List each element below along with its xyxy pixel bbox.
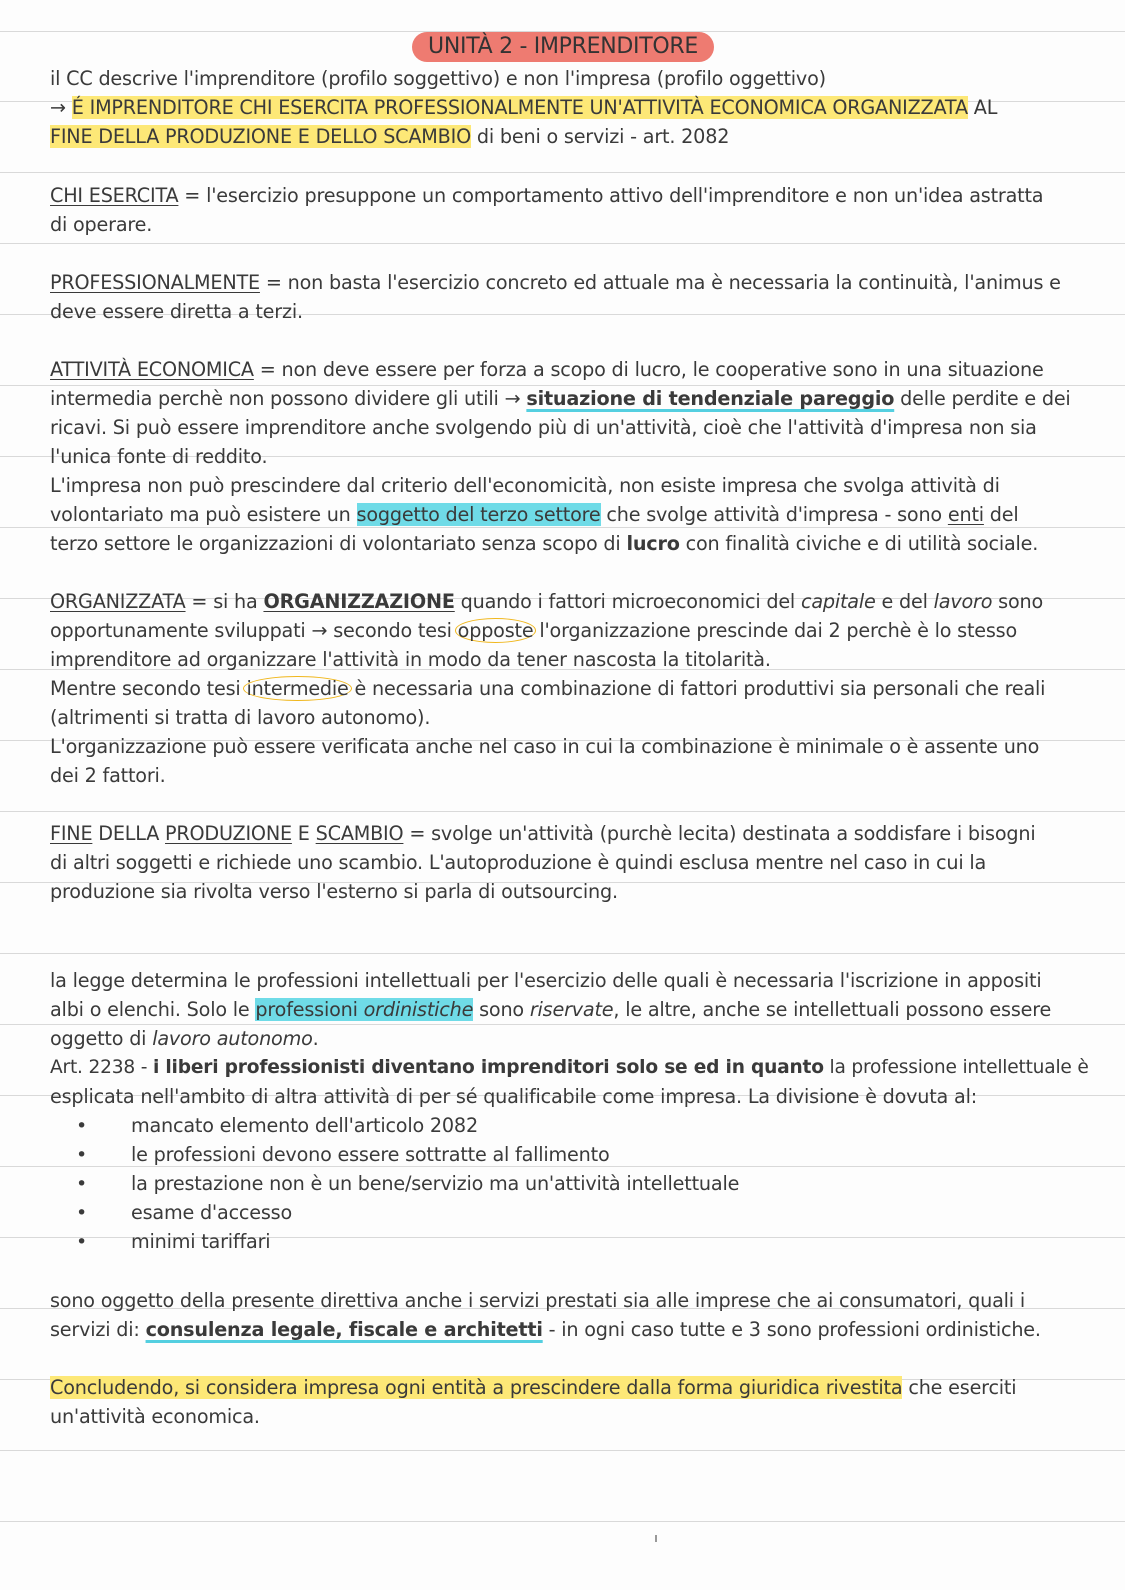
organizzata-line-4	[50, 674, 1080, 703]
term-scambio: SCAMBIO	[315, 822, 404, 845]
text: ordinistiche	[363, 998, 474, 1021]
professioni-ordinistiche-highlight	[255, 998, 473, 1021]
term-chi-esercita: CHI ESERCITA	[50, 184, 179, 207]
lavoro-autonomo-italic: lavoro autonomo	[152, 1027, 313, 1050]
text: servizi di:	[50, 1318, 146, 1341]
bullet-item: la prestazione non è un bene/servizio ma un'attività intellettuale	[131, 1172, 740, 1195]
ruled-line	[0, 1450, 1125, 1451]
text: sono	[992, 590, 1044, 613]
term-organizzata: ORGANIZZATA	[50, 590, 186, 613]
professioni-line-1: la legge determina le professioni intellettuali per l'esercizio delle quali è necessaria l'iscrizione in appositi	[50, 969, 1042, 992]
chi-esercita-line-1	[50, 181, 1080, 210]
intro-line-2	[50, 93, 1080, 122]
attivita-line-4: l'unica fonte di reddito.	[50, 445, 268, 468]
bullet-item: esame d'accesso	[131, 1201, 293, 1224]
terzo-settore-highlight: soggetto del terzo settore	[356, 503, 601, 526]
bullet-item: minimi tariffari	[131, 1230, 271, 1253]
text: Art. 2238 -	[50, 1057, 153, 1078]
text: sono	[473, 998, 530, 1021]
chi-esercita-line-2: di operare.	[50, 213, 153, 236]
text: opportunamente sviluppati → secondo tesi	[50, 619, 458, 642]
organizzazione-underline: ORGANIZZAZIONE	[263, 590, 455, 613]
ruled-line	[0, 811, 1125, 812]
text: = l'esercizio presuppone un comportamento attivo dell'imprenditore e non un'idea astratta	[178, 184, 1044, 207]
text: la professione intellettuale è	[823, 1057, 1089, 1078]
text: volontariato ma può esistere un	[50, 503, 357, 526]
term-professionalmente: PROFESSIONALMENTE	[50, 271, 260, 294]
ruled-line	[0, 1521, 1125, 1522]
term-fine: FINE	[50, 822, 93, 845]
text: , le altre, anche se intellettuali possono essere	[613, 998, 1052, 1021]
attivita-line-5: L'impresa non può prescindere dal criterio dell'economicità, non esiste impresa che svolga attività di	[50, 474, 1000, 497]
text: intermedia perchè non possono dividere gli utili →	[50, 387, 527, 410]
text: quando i fattori microeconomici del	[454, 590, 801, 613]
conclusione-highlight: Concludendo, si considera impresa ogni entità a prescindere dalla forma giuridica rivestita	[50, 1376, 903, 1399]
consulenza-underline: consulenza legale, fiscale e architetti	[145, 1318, 543, 1341]
term-attivita-economica: ATTIVITÀ ECONOMICA	[50, 358, 254, 381]
fine-line-3: produzione sia rivolta verso l'esterno si parla di outsourcing.	[50, 880, 618, 903]
attivita-line-2	[50, 384, 1080, 413]
text: = non basta l'esercizio concreto ed attuale ma è necessaria la continuità, l'animus e	[259, 271, 1061, 294]
organizzata-line-5: (altrimenti si tratta di lavoro autonomo).	[50, 706, 431, 729]
opposte-circled: opposte	[455, 618, 537, 643]
text: .	[312, 1027, 319, 1050]
text: e del	[875, 590, 934, 613]
attivita-line-3: ricavi. Si può essere imprenditore anche svolgendo più di un'attività, cioè che l'attività d'impresa non sia	[50, 416, 1037, 439]
bullet-dot: •	[76, 1173, 88, 1195]
term-produzione: PRODUZIONE	[165, 822, 292, 845]
text: = si ha	[185, 590, 264, 613]
conclusione-line-2: un'attività economica.	[50, 1405, 260, 1428]
enti-underline: enti	[947, 503, 984, 526]
text: AL	[967, 96, 998, 119]
bullet-dot: •	[76, 1231, 88, 1253]
text: oggetto di	[50, 1027, 153, 1050]
lucro-bold: lucro	[626, 532, 680, 555]
professionalmente-line-2: deve essere diretta a terzi.	[50, 300, 303, 323]
ruled-line	[0, 172, 1125, 173]
organizzata-line-7: dei 2 fattori.	[50, 764, 166, 787]
riservate-italic: riservate	[529, 998, 614, 1021]
fine-line-1	[50, 819, 1080, 848]
text: delle perdite e dei	[894, 387, 1071, 410]
bullet-item: mancato elemento dell'articolo 2082	[131, 1114, 478, 1137]
definition-highlight: FINE DELLA PRODUZIONE E DELLO SCAMBIO	[50, 125, 471, 148]
attivita-line-7	[50, 529, 1080, 558]
arrow: →	[50, 96, 72, 119]
intermedie-circled: intermedie	[243, 676, 351, 701]
ruled-line	[0, 243, 1125, 244]
professioni-line-5: esplicata nell'ambito di altra attività di per sé qualificabile come impresa. La divisione è dovuta al:	[50, 1085, 977, 1108]
text: E	[291, 822, 316, 845]
lavoro-italic: lavoro	[933, 590, 993, 613]
text: DELLA	[92, 822, 166, 845]
text: Mentre secondo tesi	[50, 677, 247, 700]
bullet-dot: •	[76, 1202, 88, 1224]
capitale-italic: capitale	[800, 590, 876, 613]
text: terzo settore le organizzazioni di volontariato senza scopo di	[50, 532, 627, 555]
organizzata-line-2	[50, 616, 1080, 645]
organizzata-line-6: L'organizzazione può essere verificata anche nel caso in cui la combinazione è minimale o è assente uno	[50, 735, 1040, 758]
text: è necessaria una combinazione di fattori produttivi sia personali che reali	[348, 677, 1046, 700]
text: = non deve essere per forza a scopo di lucro, le cooperative sono in una situazione	[253, 358, 1044, 381]
pen-mark	[655, 1535, 657, 1542]
professioni-line-2	[50, 995, 1080, 1024]
page-title: UNITÀ 2 - IMPRENDITORE	[412, 32, 714, 62]
ruled-line	[0, 953, 1125, 954]
text: albi o elenchi. Solo le	[50, 998, 256, 1021]
text: = svolge un'attività (purchè lecita) destinata a soddisfare i bisogni	[403, 822, 1036, 845]
text: - in ogni caso tutte e 3 sono professioni ordinistiche.	[542, 1318, 1041, 1341]
direttiva-line-2	[50, 1315, 1080, 1344]
text: di beni o servizi - art. 2082	[470, 125, 730, 148]
text: con finalità civiche e di utilità sociale.	[679, 532, 1039, 555]
attivita-line-6	[50, 500, 1080, 529]
definition-highlight: É IMPRENDITORE CHI ESERCITA PROFESSIONALMENTE UN'ATTIVITÀ ECONOMICA ORGANIZZATA	[71, 96, 968, 119]
organizzata-line-1	[50, 587, 1080, 616]
text: che svolge attività d'impresa - sono	[600, 503, 948, 526]
bullet-dot: •	[76, 1144, 88, 1166]
text: del	[983, 503, 1019, 526]
bullet-item: le professioni devono essere sottratte al fallimento	[131, 1143, 610, 1166]
text: professioni	[255, 998, 364, 1021]
intro-line-1: il CC descrive l'imprenditore (profilo soggettivo) e non l'impresa (profilo oggettivo)	[50, 67, 826, 90]
attivita-line-1	[50, 355, 1080, 384]
organizzata-line-3: imprenditore ad organizzare l'attività in modo da tener nascosta la titolarità.	[50, 648, 771, 671]
direttiva-line-1: sono oggetto della presente direttiva anche i servizi prestati sia alle imprese che ai consumatori, quali i	[50, 1289, 1025, 1312]
bold-statement: i liberi professionisti diventano imprenditori solo se ed in quanto	[152, 1057, 824, 1078]
text: l'organizzazione prescinde dai 2 perchè è lo stesso	[533, 619, 1018, 642]
conclusione-line-1	[50, 1373, 1080, 1402]
professionalmente-line-1	[50, 268, 1080, 297]
intro-line-3	[50, 122, 1080, 151]
bullet-dot: •	[76, 1115, 88, 1137]
fine-line-2: di altri soggetti e richiede uno scambio. L'autoproduzione è quindi esclusa mentre nel caso in cui la	[50, 851, 987, 874]
professioni-line-3	[50, 1024, 1080, 1053]
pareggio-underline: situazione di tendenziale pareggio	[526, 387, 895, 410]
text: che eserciti	[902, 1376, 1017, 1399]
professioni-line-4	[50, 1053, 1089, 1082]
